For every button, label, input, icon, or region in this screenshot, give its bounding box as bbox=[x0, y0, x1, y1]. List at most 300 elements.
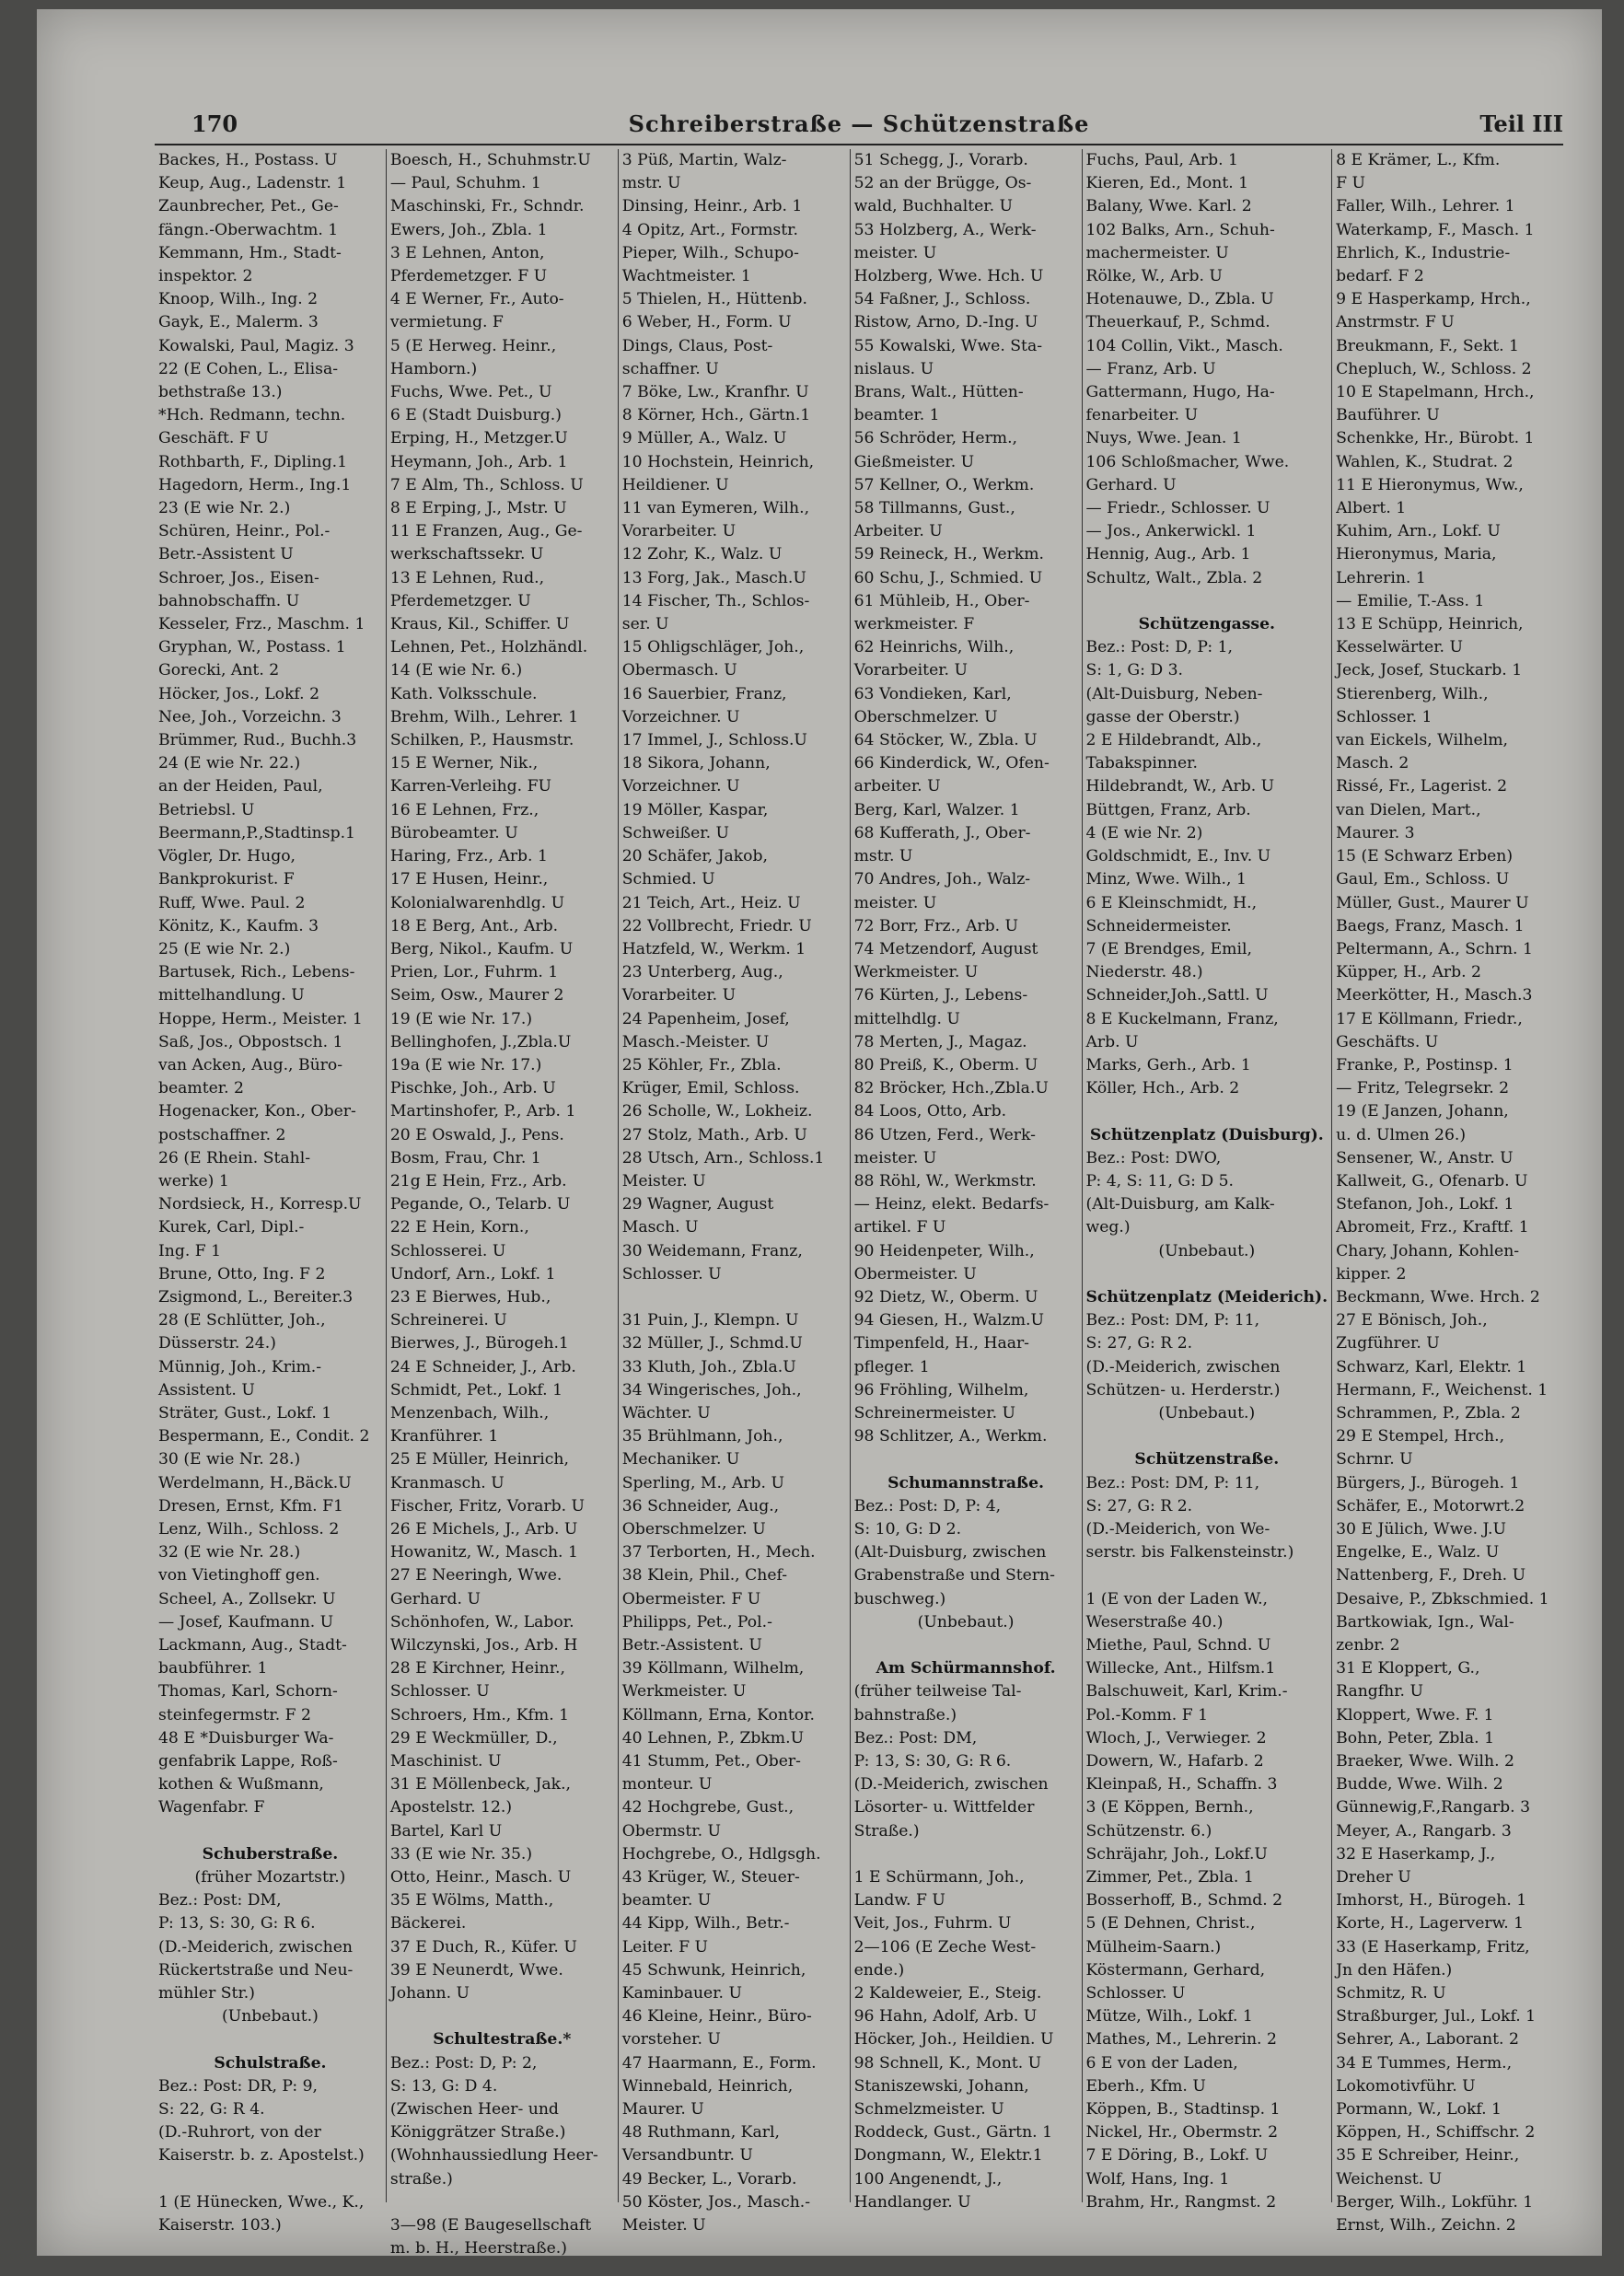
listing-line: 37 Terborten, H., Mech. bbox=[621, 1543, 816, 1562]
listing-line: Berger, Wilh., Lokführ. 1 bbox=[1336, 2192, 1534, 2212]
listing-line: 100 Angenendt, J., bbox=[853, 2169, 1003, 2189]
listing-line: 43 Krüger, W., Steuer- bbox=[621, 1868, 800, 1887]
listing-line: Schneidermeister. bbox=[1085, 916, 1232, 935]
listing-line: arbeiter. U bbox=[853, 777, 941, 796]
listing-line: 2 Kaldeweier, E., Steig. bbox=[853, 1984, 1042, 2003]
listing-line: Undorf, Arn., Lokf. 1 bbox=[389, 1264, 556, 1283]
listing-line: Bosm, Frau, Chr. 1 bbox=[389, 1148, 541, 1167]
listing-line: Kemmann, Hm., Stadt- bbox=[158, 243, 342, 262]
listing-line: 8 E Erping, J., Mstr. U bbox=[389, 499, 567, 518]
listing-line: fängn.-Oberwachtm. 1 bbox=[158, 220, 339, 239]
listing-line: — Franz, Arb. U bbox=[1085, 359, 1216, 378]
listing-line: Bartel, Karl U bbox=[389, 1821, 503, 1841]
listing-line: Ehrlich, K., Industrie- bbox=[1336, 243, 1511, 262]
listing-line: 22 Vollbrecht, Friedr. U bbox=[621, 916, 812, 935]
listing-line: 33 (E wie Nr. 35.) bbox=[389, 1844, 533, 1864]
street-heading: Schützenplatz (Duisburg). bbox=[1089, 1125, 1324, 1144]
section-label: Teil III bbox=[1479, 110, 1563, 137]
listing-line: 4 E Werner, Fr., Auto- bbox=[389, 290, 564, 309]
listing-line: Assistent. U bbox=[158, 1380, 255, 1399]
listing-line: Gorecki, Ant. 2 bbox=[158, 661, 280, 680]
listing-line: 25 E Müller, Heinrich, bbox=[389, 1450, 569, 1469]
listing-line: Kieren, Ed., Mont. 1 bbox=[1085, 174, 1249, 193]
listing-line: 70 Andres, Joh., Walz- bbox=[853, 870, 1031, 889]
listing-line: Nattenberg, F., Dreh. U bbox=[1336, 1566, 1526, 1585]
listing-line: Kowalski, Paul, Magiz. 3 bbox=[158, 336, 354, 355]
listing-line: S: 27, G: R 2. bbox=[1085, 1334, 1193, 1353]
listing-line: Sensener, W., Anstr. U bbox=[1336, 1148, 1514, 1167]
listing-line: Bespermann, E., Condit. 2 bbox=[158, 1427, 370, 1446]
listing-line: 61 Mühleib, H., Ober- bbox=[853, 591, 1030, 610]
listing-line: Seim, Osw., Maurer 2 bbox=[389, 986, 564, 1005]
listing-line: Keup, Aug., Ladenstr. 1 bbox=[158, 174, 347, 193]
listing-line: Anstrmstr. F U bbox=[1336, 313, 1455, 332]
listing-line: 1 (E Hünecken, Wwe., K., bbox=[158, 2192, 365, 2212]
listing-line: 90 Heidenpeter, Wilh., bbox=[853, 1241, 1035, 1260]
listing-line: Bez.: Post: DM, bbox=[853, 1728, 978, 1748]
listing-line: Schenkke, Hr., Bürobt. 1 bbox=[1336, 429, 1535, 448]
listing-line: Meister. U bbox=[621, 2216, 706, 2235]
listing-line: F U bbox=[1336, 174, 1365, 193]
listing-line: Pferdemetzger. F U bbox=[389, 267, 548, 286]
listing-line: 27 E Neeringh, Wwe. bbox=[389, 1566, 563, 1585]
listing-line: 29 Wagner, August bbox=[621, 1195, 774, 1214]
listing-line: von Vietinghoff gen. bbox=[158, 1566, 320, 1585]
listing-line: 6 E Kleinschmidt, H., bbox=[1085, 893, 1258, 912]
listing-line: Schrnr. U bbox=[1336, 1450, 1413, 1469]
listing-line: ende.) bbox=[853, 1960, 905, 1980]
listing-line: (früher teilweise Tal- bbox=[853, 1682, 1022, 1701]
listing-line: van Acken, Aug., Büro- bbox=[158, 1055, 343, 1074]
listing-line: Kranmasch. U bbox=[389, 1473, 505, 1492]
listing-line: pfleger. 1 bbox=[853, 1357, 930, 1376]
listing-line: Niederstr. 48.) bbox=[1085, 963, 1203, 982]
listing-line: 76 Kürten, J., Lebens- bbox=[853, 986, 1028, 1005]
listing-line: 5 Thielen, H., Hüttenb. bbox=[621, 290, 807, 309]
listing-line: mstr. U bbox=[621, 174, 681, 193]
listing-line: Bez.: Post: DWO, bbox=[1085, 1148, 1222, 1167]
listing-line: 30 Weidemann, Franz, bbox=[621, 1241, 803, 1260]
listing-line: gasse der Oberstr.) bbox=[1085, 707, 1240, 726]
listing-line: 28 (E Schlütter, Joh., bbox=[158, 1311, 326, 1330]
listing-line: 30 E Jülich, Wwe. J.U bbox=[1336, 1519, 1507, 1539]
listing-line: 30 (E wie Nr. 28.) bbox=[158, 1450, 301, 1469]
listing-line: Höcker, Jos., Lokf. 2 bbox=[158, 684, 320, 703]
listing-line: 46 Kleine, Heinr., Büro- bbox=[621, 2007, 812, 2026]
listing-line: artikel. F U bbox=[853, 1218, 946, 1237]
listing-line: Kaiserstr. 103.) bbox=[158, 2216, 282, 2235]
listing-line: 7 E Alm, Th., Schloss. U bbox=[389, 475, 584, 494]
listing-line: bedarf. F 2 bbox=[1336, 267, 1424, 286]
listing-line: baubführer. 1 bbox=[158, 1659, 268, 1678]
listing-line: mittelhandlung. U bbox=[158, 986, 305, 1005]
listing-line: Gattermann, Hugo, Ha- bbox=[1085, 383, 1275, 402]
listing-line: Thomas, Karl, Schorn- bbox=[158, 1682, 338, 1701]
listing-line: Brahm, Hr., Rangmst. 2 bbox=[1085, 2192, 1277, 2212]
listing-line: Arb. U bbox=[1085, 1032, 1139, 1051]
page-header bbox=[155, 110, 1563, 145]
listing-line: Willecke, Ant., Hilfsm.1 bbox=[1085, 1659, 1276, 1678]
listing-line: Jn den Häfen.) bbox=[1336, 1960, 1453, 1980]
listing-line: 98 Schlitzer, A., Werkm. bbox=[853, 1427, 1048, 1446]
listing-line: Wolf, Hans, Ing. 1 bbox=[1085, 2169, 1230, 2189]
listing-line: Beermann,P.,Stadtinsp.1 bbox=[158, 823, 355, 842]
street-heading: Schumannstraße. bbox=[887, 1473, 1045, 1492]
listing-line: Rölke, W., Arb. U bbox=[1085, 267, 1223, 286]
listing-line: Geschäfts. U bbox=[1336, 1032, 1439, 1051]
listing-line: buschweg.) bbox=[853, 1589, 946, 1608]
listing-line: 62 Heinrichs, Wilh., bbox=[853, 638, 1015, 657]
listing-line: Dinsing, Heinr., Arb. 1 bbox=[621, 197, 803, 216]
listing-line: Veit, Jos., Fuhrm. U bbox=[853, 1914, 1012, 1933]
listing-line: steinfegermstr. F 2 bbox=[158, 1705, 311, 1724]
listing-line: Schmied. U bbox=[621, 870, 715, 889]
listing-line: 19a (E wie Nr. 17.) bbox=[389, 1055, 542, 1074]
listing-line: — Friedr., Schlosser. U bbox=[1085, 499, 1270, 518]
listing-line: 26 Scholle, W., Lokheiz. bbox=[621, 1102, 813, 1121]
listing-line: Sperling, M., Arb. U bbox=[621, 1473, 784, 1492]
listing-line: 1 E Schürmann, Joh., bbox=[853, 1868, 1025, 1887]
listing-line: Pferdemetzger. U bbox=[389, 591, 531, 610]
listing-line: Kesselwärter. U bbox=[1336, 638, 1463, 657]
listing-line: Schräjahr, Joh., Lokf.U bbox=[1085, 1844, 1268, 1864]
listing-line: Minz, Wwe. Wilh., 1 bbox=[1085, 870, 1247, 889]
listing-line: 55 Kowalski, Wwe. Sta- bbox=[853, 336, 1043, 355]
listing-line: vorsteher. U bbox=[621, 2030, 721, 2050]
listing-line: Maurer. U bbox=[621, 2100, 704, 2119]
listing-line: Kallweit, G., Ofenarb. U bbox=[1336, 1171, 1528, 1190]
listing-line: Masch. 2 bbox=[1336, 754, 1409, 773]
listing-line: Hagedorn, Herm., Ing.1 bbox=[158, 475, 352, 494]
listing-line: 3—98 (E Baugesellschaft bbox=[389, 2216, 592, 2235]
listing-line: Lackmann, Aug., Stadt- bbox=[158, 1636, 347, 1655]
listing-line: Zaunbrecher, Pet., Ge- bbox=[158, 197, 339, 216]
listing-line: 52 an der Brügge, Os- bbox=[853, 174, 1032, 193]
listing-line: werke) 1 bbox=[158, 1171, 229, 1190]
listing-line: Engelke, E., Walz. U bbox=[1336, 1543, 1500, 1562]
listing-line: Heymann, Joh., Arb. 1 bbox=[389, 452, 568, 471]
listing-line: Gryphan, W., Postass. 1 bbox=[158, 638, 346, 657]
listing-line: Schweißer. U bbox=[621, 823, 729, 842]
listing-line: 26 (E Rhein. Stahl- bbox=[158, 1148, 311, 1167]
listing-line: Braeker, Wwe. Wilh. 2 bbox=[1336, 1752, 1514, 1771]
listing-line: Schlosser. 1 bbox=[1336, 707, 1433, 726]
listing-line: — Emilie, T.-Ass. 1 bbox=[1336, 591, 1485, 610]
listing-line: Hennig, Aug., Arb. 1 bbox=[1085, 545, 1251, 564]
listing-line: 18 Sikora, Johann, bbox=[621, 754, 771, 773]
listing-line: Rothbarth, F., Dipling.1 bbox=[158, 452, 348, 471]
listing-line: 74 Metzendorf, August bbox=[853, 939, 1038, 958]
listing-line: Wilczynski, Jos., Arb. H bbox=[389, 1636, 578, 1655]
listing-line: 31 E Kloppert, G., bbox=[1336, 1659, 1480, 1678]
listing-line: Roddeck, Gust., Gärtn. 1 bbox=[853, 2123, 1053, 2142]
listing-line: meister. U bbox=[853, 893, 937, 912]
listing-line: Obermeister. U bbox=[853, 1264, 977, 1283]
listing-line: Küpper, H., Arb. 2 bbox=[1336, 963, 1481, 982]
listing-line: 33 (E Haserkamp, Fritz, bbox=[1336, 1937, 1530, 1957]
listing-line: Miethe, Paul, Schnd. U bbox=[1085, 1636, 1271, 1655]
listing-line: Werkmeister. U bbox=[853, 963, 979, 982]
listing-line: 8 Körner, Hch., Gärtn.1 bbox=[621, 406, 811, 425]
page-title: Schreiberstraße — Schützenstraße bbox=[628, 110, 1090, 137]
listing-line: Schreinerei. U bbox=[389, 1311, 507, 1330]
listing-line: Kolonialwarenhdlg. U bbox=[389, 893, 565, 912]
listing-line: Holzberg, Wwe. Hch. U bbox=[853, 267, 1044, 286]
listing-line: Wagenfabr. F bbox=[158, 1798, 265, 1817]
listing-line: 92 Dietz, W., Oberm. U bbox=[853, 1287, 1038, 1306]
listing-line: Schneider,Joh.,Sattl. U bbox=[1085, 986, 1269, 1005]
listing-line: Meyer, A., Rangarb. 3 bbox=[1336, 1821, 1512, 1841]
street-heading: Schultestraße.* bbox=[433, 2030, 572, 2050]
listing-line: Ristow, Arno, D.-Ing. U bbox=[853, 313, 1038, 332]
listing-line: meister. U bbox=[853, 243, 937, 262]
listing-line: Mechaniker. U bbox=[621, 1450, 740, 1469]
listing-line: (früher Mozartstr.) bbox=[194, 1868, 346, 1887]
listing-line: (D.-Meiderich, zwischen bbox=[1085, 1357, 1281, 1376]
listing-line: Landw. F U bbox=[853, 1891, 945, 1910]
listing-line: Fischer, Fritz, Vorarb. U bbox=[389, 1496, 586, 1515]
listing-line: Heildiener. U bbox=[621, 475, 729, 494]
listing-line bbox=[390, 2005, 614, 2028]
listing-line: 42 Hochgrebe, Gust., bbox=[621, 1798, 795, 1817]
listing-line: Hatzfeld, W., Werkm. 1 bbox=[621, 939, 806, 958]
listing-line: Timpenfeld, H., Haar- bbox=[853, 1334, 1029, 1353]
listing-line: — Josef, Kaufmann. U bbox=[158, 1612, 334, 1632]
listing-line: Meerkötter, H., Masch.3 bbox=[1336, 986, 1533, 1005]
listing-line: Pischke, Joh., Arb. U bbox=[389, 1079, 556, 1098]
listing-line: Theuerkauf, P., Schmd. bbox=[1085, 313, 1270, 332]
listing-line: Günnewig,F.,Rangarb. 3 bbox=[1336, 1798, 1531, 1817]
listing-line: Staniszewski, Johann, bbox=[853, 2076, 1029, 2096]
listing-line: mittelhdlg. U bbox=[853, 1009, 960, 1028]
listing-line: Köller, Hch., Arb. 2 bbox=[1085, 1079, 1240, 1098]
listing-line: Nee, Joh., Vorzeichn. 3 bbox=[158, 707, 342, 726]
listing-line: Pegande, O., Telarb. U bbox=[389, 1195, 571, 1214]
listing-line: (Alt-Duisburg, zwischen bbox=[853, 1543, 1047, 1562]
listing-line: 13 Forg, Jak., Masch.U bbox=[621, 568, 806, 587]
listing-line: Kraus, Kil., Schiffer. U bbox=[389, 615, 570, 634]
listing-line: Haring, Frz., Arb. 1 bbox=[389, 847, 548, 866]
listing-line: Imhorst, H., Bürogeh. 1 bbox=[1336, 1891, 1527, 1910]
street-heading: Schützengasse. bbox=[1138, 615, 1276, 634]
listing-line: Hotenauwe, D., Zbla. U bbox=[1085, 290, 1274, 309]
listing-line: machermeister. U bbox=[1085, 243, 1229, 262]
listing-line: 84 Loos, Otto, Arb. bbox=[853, 1102, 1007, 1121]
listing-line: 20 Schäfer, Jakob, bbox=[621, 847, 768, 866]
listing-line: (Unbebaut.) bbox=[917, 1612, 1015, 1632]
listing-line: Bürgers, J., Bürogeh. 1 bbox=[1336, 1473, 1520, 1492]
listing-line: Rückertstraße und Neu- bbox=[158, 1960, 354, 1980]
listing-line: (Unbebaut.) bbox=[222, 2007, 319, 2026]
listing-line: Schüren, Heinr., Pol.- bbox=[158, 522, 331, 541]
listing-line: 3 (E Köppen, Bernh., bbox=[1085, 1798, 1254, 1817]
listing-line: Vorzeichner. U bbox=[621, 707, 740, 726]
listing-line: 7 (E Brendges, Emil, bbox=[1085, 939, 1252, 958]
listing-line: 82 Bröcker, Hch.,Zbla.U bbox=[853, 1079, 1049, 1098]
listing-line: Krüger, Emil, Schloss. bbox=[621, 1079, 800, 1098]
listing-line: Berg, Nikol., Kaufm. U bbox=[389, 939, 574, 958]
listing-line: 60 Schu, J., Schmied. U bbox=[853, 568, 1043, 587]
listing-line: Bez.: Post: DM, P: 11, bbox=[1085, 1473, 1260, 1492]
listing-line: Apostelstr. 12.) bbox=[389, 1798, 513, 1817]
listing-line: Brune, Otto, Ing. F 2 bbox=[158, 1264, 326, 1283]
listing-line: straße.) bbox=[389, 2169, 453, 2189]
listing-line: 5 (E Herweg. Heinr., bbox=[389, 336, 557, 355]
listing-line: 6 Weber, H., Form. U bbox=[621, 313, 792, 332]
listing-line: Abromeit, Frz., Kraftf. 1 bbox=[1336, 1218, 1529, 1237]
listing-line: Rangfhr. U bbox=[1336, 1682, 1423, 1701]
listing-line: Winnebald, Heinrich, bbox=[621, 2076, 794, 2096]
listing-columns bbox=[155, 149, 1563, 2259]
listing-line: Albert. 1 bbox=[1336, 499, 1407, 518]
listing-line: (Zwischen Heer- und bbox=[389, 2100, 559, 2119]
listing-line: Meister. U bbox=[621, 1171, 706, 1190]
listing-line: Kaiserstr. b. z. Apostelst.) bbox=[158, 2146, 365, 2166]
listing-line: Bez.: Post: DR, P: 9, bbox=[158, 2076, 319, 2096]
listing-line: 8 E Krämer, L., Kfm. bbox=[1336, 151, 1501, 169]
listing-line: Kesseler, Frz., Maschm. 1 bbox=[158, 615, 365, 634]
listing-line: 23 E Bierwes, Hub., bbox=[389, 1287, 551, 1306]
listing-line: Schützen- u. Herderstr.) bbox=[1085, 1380, 1281, 1399]
listing-line: 96 Hahn, Adolf, Arb. U bbox=[853, 2007, 1038, 2026]
listing-line: 6 E von der Laden, bbox=[1085, 2053, 1238, 2073]
listing-line: 31 E Möllenbeck, Jak., bbox=[389, 1775, 572, 1794]
listing-line bbox=[1086, 1425, 1328, 1448]
listing-line: Pormann, W., Lokf. 1 bbox=[1336, 2100, 1502, 2119]
listing-line: Prien, Lor., Fuhrm. 1 bbox=[389, 963, 559, 982]
listing-line: (Wohnhaussiedlung Heer- bbox=[389, 2146, 598, 2166]
listing-line: 104 Collin, Vikt., Masch. bbox=[1085, 336, 1283, 355]
listing-line: Dongmann, W., Elektr.1 bbox=[853, 2146, 1043, 2166]
listing-line: bethstraße 13.) bbox=[158, 383, 283, 402]
listing-line bbox=[1086, 1263, 1328, 1286]
listing-line: Hoppe, Herm., Meister. 1 bbox=[158, 1009, 363, 1028]
listing-line: Masch.-Meister. U bbox=[621, 1032, 770, 1051]
listing-line: Köppen, B., Stadtinsp. 1 bbox=[1085, 2100, 1281, 2119]
listing-line: werkschaftssekr. U bbox=[389, 545, 544, 564]
listing-line: Gießmeister. U bbox=[853, 452, 975, 471]
listing-line: zenbr. 2 bbox=[1336, 1636, 1400, 1655]
listing-line bbox=[158, 2168, 382, 2191]
listing-line: 17 E Husen, Heinr., bbox=[389, 870, 549, 889]
listing-line: Köstermann, Gerhard, bbox=[1085, 1960, 1266, 1980]
listing-line: Dowern, W., Hafarb. 2 bbox=[1085, 1752, 1264, 1771]
listing-line: 8 E Kuckelmann, Franz, bbox=[1085, 1009, 1279, 1028]
listing-line: ser. U bbox=[621, 615, 669, 634]
listing-line: — Heinz, elekt. Bedarfs- bbox=[853, 1195, 1050, 1214]
listing-line: Kath. Volksschule. bbox=[389, 684, 538, 703]
listing-line: Bäckerei. bbox=[389, 1914, 467, 1933]
listing-line: 25 Köhler, Fr., Zbla. bbox=[621, 1055, 782, 1074]
listing-line: Pol.-Komm. F 1 bbox=[1085, 1705, 1209, 1724]
listing-line: — Jos., Ankerwickl. 1 bbox=[1085, 522, 1257, 541]
listing-line: mühler Str.) bbox=[158, 1984, 255, 2003]
listing-line: 98 Schnell, K., Mont. U bbox=[853, 2053, 1042, 2073]
listing-line: schaffner. U bbox=[621, 359, 719, 378]
listing-line: 7 E Döring, B., Lokf. U bbox=[1085, 2146, 1269, 2166]
listing-line: 31 Puin, J., Klempn. U bbox=[621, 1311, 799, 1330]
listing-line: Münnig, Joh., Krim.- bbox=[158, 1357, 322, 1376]
listing-line: Obermeister. F U bbox=[621, 1589, 761, 1608]
listing-line: 10 E Stapelmann, Hrch., bbox=[1336, 383, 1535, 402]
listing-line: Bohn, Peter, Zbla. 1 bbox=[1336, 1728, 1494, 1748]
listing-line: Betriebsl. U bbox=[158, 800, 255, 819]
listing-line: 13 E Schüpp, Heinrich, bbox=[1336, 615, 1524, 634]
listing-line: Gerhard. U bbox=[389, 1589, 481, 1608]
listing-line: Müller, Gust., Maurer U bbox=[1336, 893, 1529, 912]
listing-line: 27 E Bönisch, Joh., bbox=[1336, 1311, 1488, 1330]
listing-line: Martinshofer, P., Arb. 1 bbox=[389, 1102, 576, 1121]
listing-line: Bez.: Post: D, P: 4, bbox=[853, 1496, 1002, 1515]
listing-line: Stierenberg, Wilh., bbox=[1336, 684, 1489, 703]
listing-line: Köppen, H., Schiffschr. 2 bbox=[1336, 2123, 1536, 2142]
listing-line: an der Heiden, Paul, bbox=[158, 777, 323, 796]
listing-line: Hamborn.) bbox=[389, 359, 478, 378]
listing-line: Straßburger, Jul., Lokf. 1 bbox=[1336, 2007, 1537, 2026]
listing-line: P: 13, S: 30, G: R 6. bbox=[158, 1914, 316, 1933]
listing-line: 7 Böke, Lw., Kranfhr. U bbox=[621, 383, 809, 402]
listing-line: Lenz, Wilh., Schloss. 2 bbox=[158, 1519, 340, 1539]
listing-line: Franke, P., Postinsp. 1 bbox=[1336, 1055, 1514, 1074]
listing-line: Schönhofen, W., Labor. bbox=[389, 1612, 574, 1632]
listing-line: 35 E Schreiber, Heinr., bbox=[1336, 2146, 1520, 2166]
listing-line: Zsigmond, L., Bereiter.3 bbox=[158, 1287, 354, 1306]
listing-line: Schreinermeister. U bbox=[853, 1403, 1016, 1422]
listing-line: Budde, Wwe. Wilh. 2 bbox=[1336, 1775, 1503, 1794]
listing-line: 17 Immel, J., Schloss.U bbox=[621, 731, 807, 750]
listing-line: Ruff, Wwe. Paul. 2 bbox=[158, 893, 306, 912]
listing-line: (D.-Meiderich, von We- bbox=[1085, 1519, 1270, 1539]
listing-line: Obermasch. U bbox=[621, 661, 737, 680]
listing-line: Brümmer, Rud., Buchh.3 bbox=[158, 731, 357, 750]
listing-line: S: 22, G: R 4. bbox=[158, 2100, 265, 2119]
listing-line: 17 E Köllmann, Friedr., bbox=[1336, 1009, 1523, 1028]
listing-line: Dreher U bbox=[1336, 1868, 1411, 1887]
listing-line: Zimmer, Pet., Zbla. 1 bbox=[1085, 1868, 1254, 1887]
listing-line: Bierwes, J., Bürogeh.1 bbox=[389, 1334, 569, 1353]
listing-line: Bosserhoff, B., Schmd. 2 bbox=[1085, 1891, 1283, 1910]
listing-line: Wächter. U bbox=[621, 1403, 711, 1422]
listing-line bbox=[1086, 1100, 1328, 1123]
listing-line: Betr.-Assistent U bbox=[158, 545, 294, 564]
listing-line: Schlosser. U bbox=[621, 1264, 722, 1283]
listing-line: Königgrätzer Straße.) bbox=[389, 2123, 566, 2142]
listing-line: Tabakspinner. bbox=[1085, 754, 1198, 773]
listing-line: 94 Giesen, H., Walzm.U bbox=[853, 1311, 1044, 1330]
listing-line: Vorarbeiter. U bbox=[853, 661, 968, 680]
listing-line: — Paul, Schuhm. 1 bbox=[389, 174, 541, 193]
listing-line: 106 Schloßmacher, Wwe. bbox=[1085, 452, 1290, 471]
listing-line: S: 1, G: D 3. bbox=[1085, 661, 1184, 680]
listing-line: Johann. U bbox=[389, 1984, 470, 2003]
listing-line: Beckmann, Wwe. Hrch. 2 bbox=[1336, 1287, 1540, 1306]
listing-line: 35 E Wölms, Matth., bbox=[389, 1891, 554, 1910]
listing-line: 16 Sauerbier, Franz, bbox=[621, 684, 787, 703]
listing-line: Gaul, Em., Schloss. U bbox=[1336, 870, 1510, 889]
listing-line: 53 Holzberg, A., Werk- bbox=[853, 220, 1037, 239]
listing-line: Schlosser. U bbox=[1085, 1984, 1186, 2003]
listing-line: 29 E Weckmüller, D., bbox=[389, 1728, 558, 1748]
listing-line: genfabrik Lappe, Roß- bbox=[158, 1752, 338, 1771]
street-heading: Schulstraße. bbox=[214, 2053, 327, 2073]
listing-line: 14 (E wie Nr. 6.) bbox=[389, 661, 523, 680]
listing-line: Rissé, Fr., Lagerist. 2 bbox=[1336, 777, 1508, 796]
listing-line: 19 Möller, Kaspar, bbox=[621, 800, 769, 819]
listing-line: Maschinist. U bbox=[389, 1752, 502, 1771]
listing-line: Oberschmelzer. U bbox=[853, 707, 998, 726]
street-heading: Am Schürmannshof. bbox=[876, 1659, 1056, 1678]
listing-line: Maschinski, Fr., Schndr. bbox=[389, 197, 585, 216]
